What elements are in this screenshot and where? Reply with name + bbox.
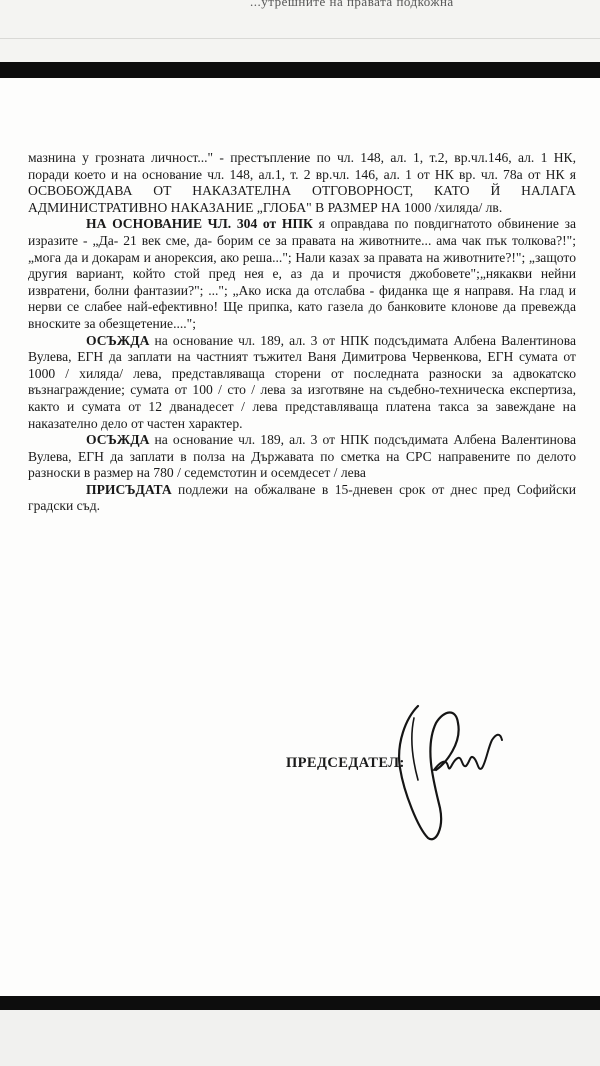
paragraph-costs-state — [28, 432, 576, 482]
paragraph-appeal — [28, 482, 576, 515]
paragraph-text: подлежи на обжалване в 15-дневен срок от днес пред Софийски градски съд. — [28, 481, 576, 514]
paragraph-text: на основание чл. 189, ал. 3 от НПК подсъдимата Албена Валентинова Вулева, ЕГН да заплати на частният тъжител Ваня Димитрова Червенкова, ЕГН сумата от 1000 / хиляда/ лева, представляваща сторени от последната разноски за адвокатско възнаграждение; сумата от 100 / сто / лева за изготвяне на съдебно-техническа експертиза, както и сумата от 12 дванадесет / лева представляваща платена такса за завеждане на наказателно дело от частен характер. — [28, 332, 576, 431]
paragraph-text: на основание чл. 189, ал. 3 от НПК подсъдимата Албена Валентинова Вулева, ЕГН да заплати в полза на Държавата по сметка на СРС направените по делото разноски в размер на 780 / седемстотин и осемдесет / лева — [28, 432, 576, 481]
scrap-divider — [0, 38, 600, 39]
paragraph-costs-private — [28, 333, 576, 433]
scan-border-bottom — [0, 996, 600, 1010]
paragraph-lead: ОСЪЖДА — [86, 332, 150, 348]
paragraph-lead: НА ОСНОВАНИЕ ЧЛ. 304 от НПК — [86, 216, 313, 232]
handwritten-signature — [366, 688, 516, 848]
previous-page-scrap — [0, 0, 600, 62]
chairman-label: ПРЕДСЕДАТЕЛ: — [286, 755, 405, 771]
scan-border-top — [0, 62, 600, 78]
paragraph-acquittal — [28, 216, 576, 332]
paragraph-lead: ОСЪЖДА — [86, 432, 150, 448]
paragraph-lead: ПРИСЪДАТА — [86, 481, 172, 497]
previous-page-fragment: ...утрешните на правата подкожна — [250, 0, 454, 9]
paragraph-sentence-release: мазнина у грозната личност..." - престъпление по чл. 148, ал. 1, т.2, вр.чл.146, ал. 1 НК, поради което и на основание чл. 148, ал.1, т. 2 вр.чл. 146, ал. 1 от НК вр. чл. 78а от НК я ОСВОБОЖДАВА ОТ НАКАЗАТЕЛНА ОТГОВОРНОСТ, КАТО Й НАЛАГА АДМИНИСТРАТИВНО НАКАЗАНИЕ „ГЛОБА" В РАЗМЕР НА 1000 /хиляда/ лв. — [28, 150, 576, 215]
paragraph-text: я оправдава по повдигнатото обвинение за изразите - „Да- 21 век сме, да- борим се за правата на животните... ама чак пък толкова?!"; „мога да и докарам и анорексия, ако реша..."; Нали казах за правата на животните?!"; „защото другия вариант, който стой пред нея е, аз да и прочистя джобовете";„някакви нейни извратени, болни фантазии?"; ..."; „Ако иска да отслабва - фиданка ще я направя. На глад и нерви се слабее най-ефективно! Ще припка, като газела до банковите клонове да превежда вноските за обезщетение...."; — [28, 216, 576, 331]
signature-block — [286, 688, 526, 848]
document-body — [28, 150, 576, 515]
bottom-margin — [0, 1010, 600, 1066]
